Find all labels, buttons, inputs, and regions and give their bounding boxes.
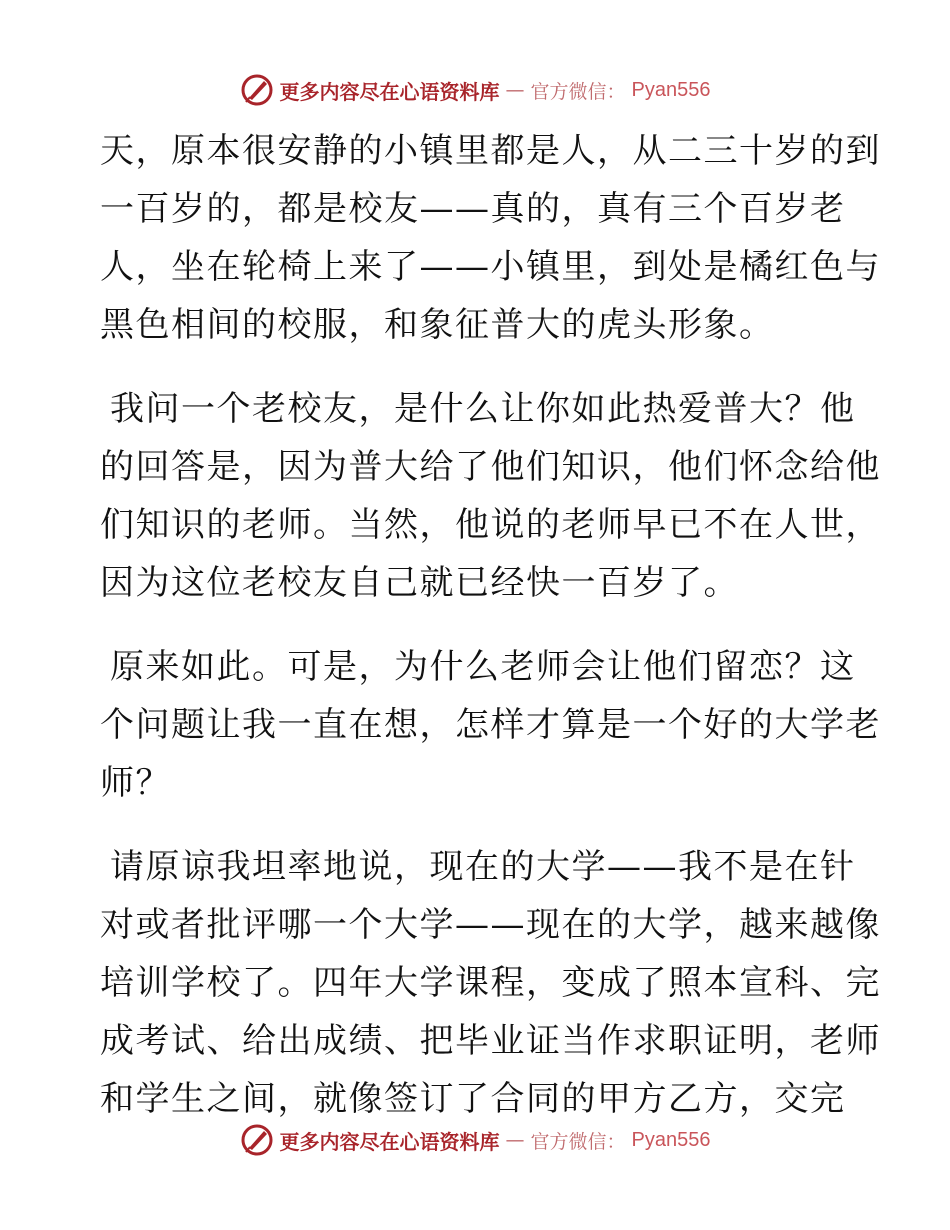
watermark-separator: — [505,79,525,101]
watermark-separator: — [505,1129,525,1151]
text-line: 人，坐在轮椅上来了——小镇里，到处是橘红色与 [100,247,881,287]
text-line: 的回答是，因为普大给了他们知识，他们怀念给他 [100,447,881,487]
text-line: 们知识的老师。当然，他说的老师早已不在人世， [100,505,881,545]
text-line: 个问题让我一直在想，怎样才算是一个好的大学老 [100,705,881,745]
text-line: 对或者批评哪一个大学——现在的大学，越来越像 [100,905,881,945]
watermark-header [0,70,950,110]
paragraph [100,122,881,354]
text-line: 我问一个老校友，是什么让你如此热爱普大？他 [110,389,856,429]
text-line: 天，原本很安静的小镇里都是人，从二三十岁的到 [100,131,881,171]
text-line: 黑色相间的校服，和象征普大的虎头形象。 [100,305,775,345]
text-line: 一百岁的，都是校友——真的，真有三个百岁老 [100,189,846,229]
document-body [100,122,881,1154]
text-line: 成考试、给出成绩、把毕业证当作求职证明，老师 [100,1021,881,1061]
paragraph [100,838,881,1128]
watermark-footer [0,1120,950,1160]
quill-logo-icon [240,73,274,107]
paragraph [100,638,881,812]
watermark-official-text: 官方微信： [530,1130,626,1153]
paragraph [100,380,881,612]
text-line: 请原谅我坦率地说，现在的大学——我不是在针 [110,847,856,887]
watermark-site-text: 更多内容尽在心语资料库 [279,1129,500,1154]
watermark-official-text: 官方微信： [530,80,626,103]
text-line: 培训学校了。四年大学课程，变成了照本宣科、完 [100,963,881,1003]
watermark-site-text: 更多内容尽在心语资料库 [279,79,500,104]
text-line: 因为这位老校友自己就已经快一百岁了。 [100,563,739,603]
text-line: 师？ [100,763,171,803]
watermark-handle: Pyan556 [631,1128,711,1151]
text-line: 和学生之间，就像签订了合同的甲方乙方，交完 [100,1079,846,1119]
watermark-handle: Pyan556 [631,78,711,101]
text-line: 原来如此。可是，为什么老师会让他们留恋？这 [110,647,856,687]
quill-logo-icon [240,1123,274,1157]
